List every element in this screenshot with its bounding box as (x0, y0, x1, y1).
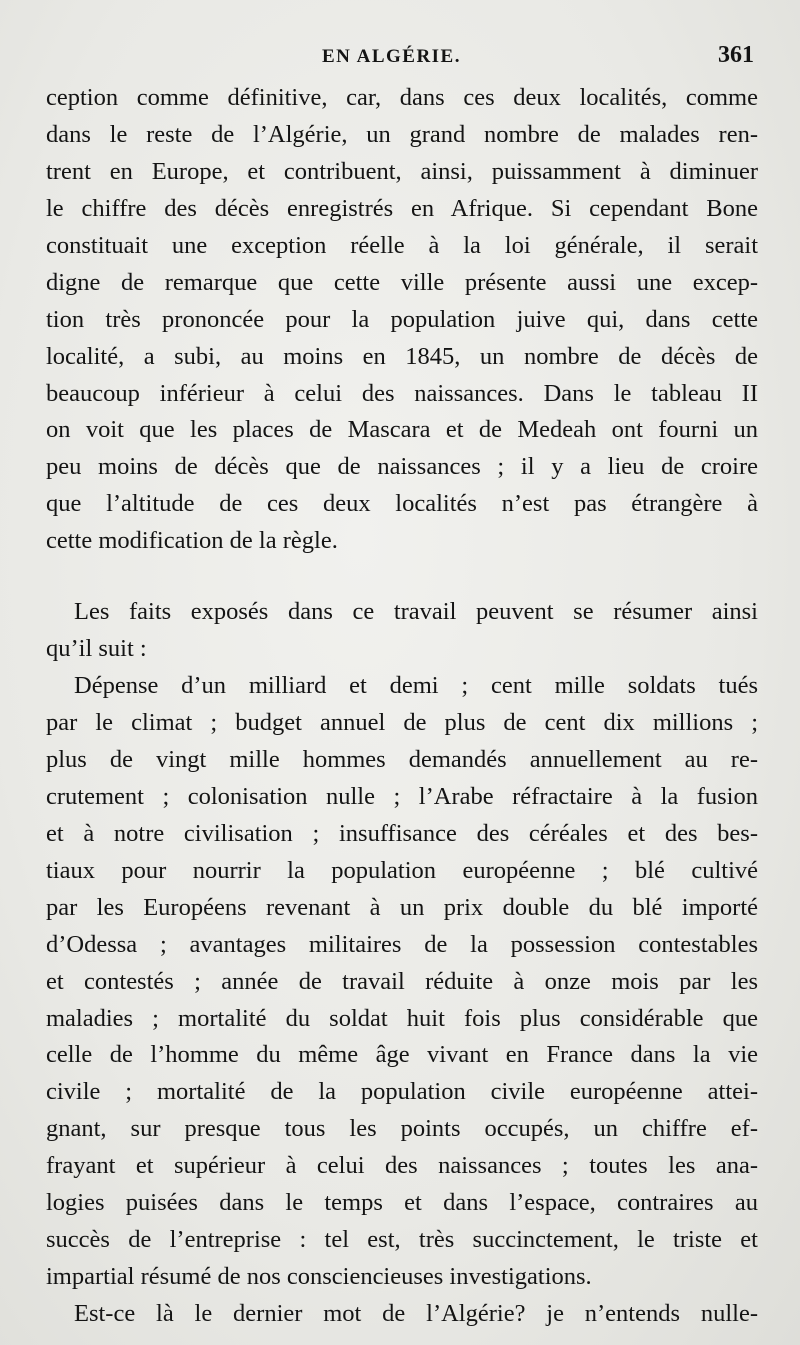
text-line: d’Odessa ; avantages militaires de la possession contestables (46, 930, 758, 958)
text-line: celle de l’homme du même âge vivant en France dans la vie (46, 1041, 758, 1069)
page-number: 361 (718, 42, 754, 68)
paragraph-summary-intro (46, 594, 758, 668)
text-line: ception comme définitive, car, dans ces deux localités, comme (46, 84, 758, 111)
text-line: gnant, sur presque tous les points occupés, un chiffre ef- (46, 1115, 758, 1143)
paragraph-continuation (46, 80, 758, 560)
text-line: par le climat ; budget annuel de plus de cent dix millions ; (46, 709, 758, 736)
text-line: plus de vingt mille hommes demandés annuellement au re- (46, 745, 758, 773)
text-line: et à notre civilisation ; insuffisance des céréales et des bes- (46, 819, 758, 847)
page-header (0, 40, 800, 76)
text-line: crutement ; colonisation nulle ; l’Arabe réfractaire à la fusion (46, 782, 758, 810)
text-line: digne de remarque que cette ville présente aussi une excep- (46, 268, 758, 296)
text-line: Les faits exposés dans ce travail peuvent se résumer ainsi (74, 598, 758, 626)
text-line: par les Européens revenant à un prix double du blé importé (46, 893, 758, 921)
text-line: peu moins de décès que de naissances ; il y a lieu de croire (46, 453, 758, 481)
text-line: le chiffre des décès enregistrés en Afrique. Si cependant Bone (46, 194, 758, 222)
text-line: logies puisées dans le temps et dans l’espace, contraires au (46, 1189, 758, 1217)
text-line: tiaux pour nourrir la population européenne ; blé cultivé (46, 856, 758, 884)
text-line: qu’il suit : (46, 635, 147, 663)
text-line: que l’altitude de ces deux localités n’est pas étrangère à (46, 490, 758, 518)
text-line: impartial résumé de nos consciencieuses investigations. (46, 1263, 592, 1291)
text-line: frayant et supérieur à celui des naissances ; toutes les ana- (46, 1152, 758, 1180)
text-line: tion très prononcée pour la population juive qui, dans cette (46, 305, 758, 333)
text-line: localité, a subi, au moins en 1845, un nombre de décès de (46, 342, 758, 370)
text-line: Dépense d’un milliard et demi ; cent mille soldats tués (74, 672, 758, 700)
text-line: dans le reste de l’Algérie, un grand nombre de malades ren- (46, 120, 758, 148)
paragraph-gap (46, 560, 758, 594)
text-line: constituait une exception réelle à la loi générale, il serait (46, 231, 758, 259)
text-line: trent en Europe, et contribuent, ainsi, puissamment à diminuer (46, 157, 758, 185)
text-line: civile ; mortalité de la population civile européenne attei- (46, 1078, 758, 1106)
paragraph-question (46, 1296, 758, 1333)
paragraph-summary (46, 668, 758, 1296)
text-line: Est-ce là le dernier mot de l’Algérie? je n’entends nulle- (74, 1300, 758, 1327)
text-line: succès de l’entreprise : tel est, très succinctement, le triste et (46, 1226, 758, 1254)
text-line: cette modification de la règle. (46, 527, 338, 555)
body-text (46, 80, 758, 1333)
text-line: maladies ; mortalité du soldat huit fois plus considérable que (46, 1004, 758, 1032)
running-title: EN ALGÉRIE. (322, 46, 461, 67)
text-line: et contestés ; année de travail réduite à onze mois par les (46, 967, 758, 995)
text-line: beaucoup inférieur à celui des naissances. Dans le tableau II (46, 379, 758, 407)
text-line: on voit que les places de Mascara et de Medeah ont fourni un (46, 416, 758, 444)
